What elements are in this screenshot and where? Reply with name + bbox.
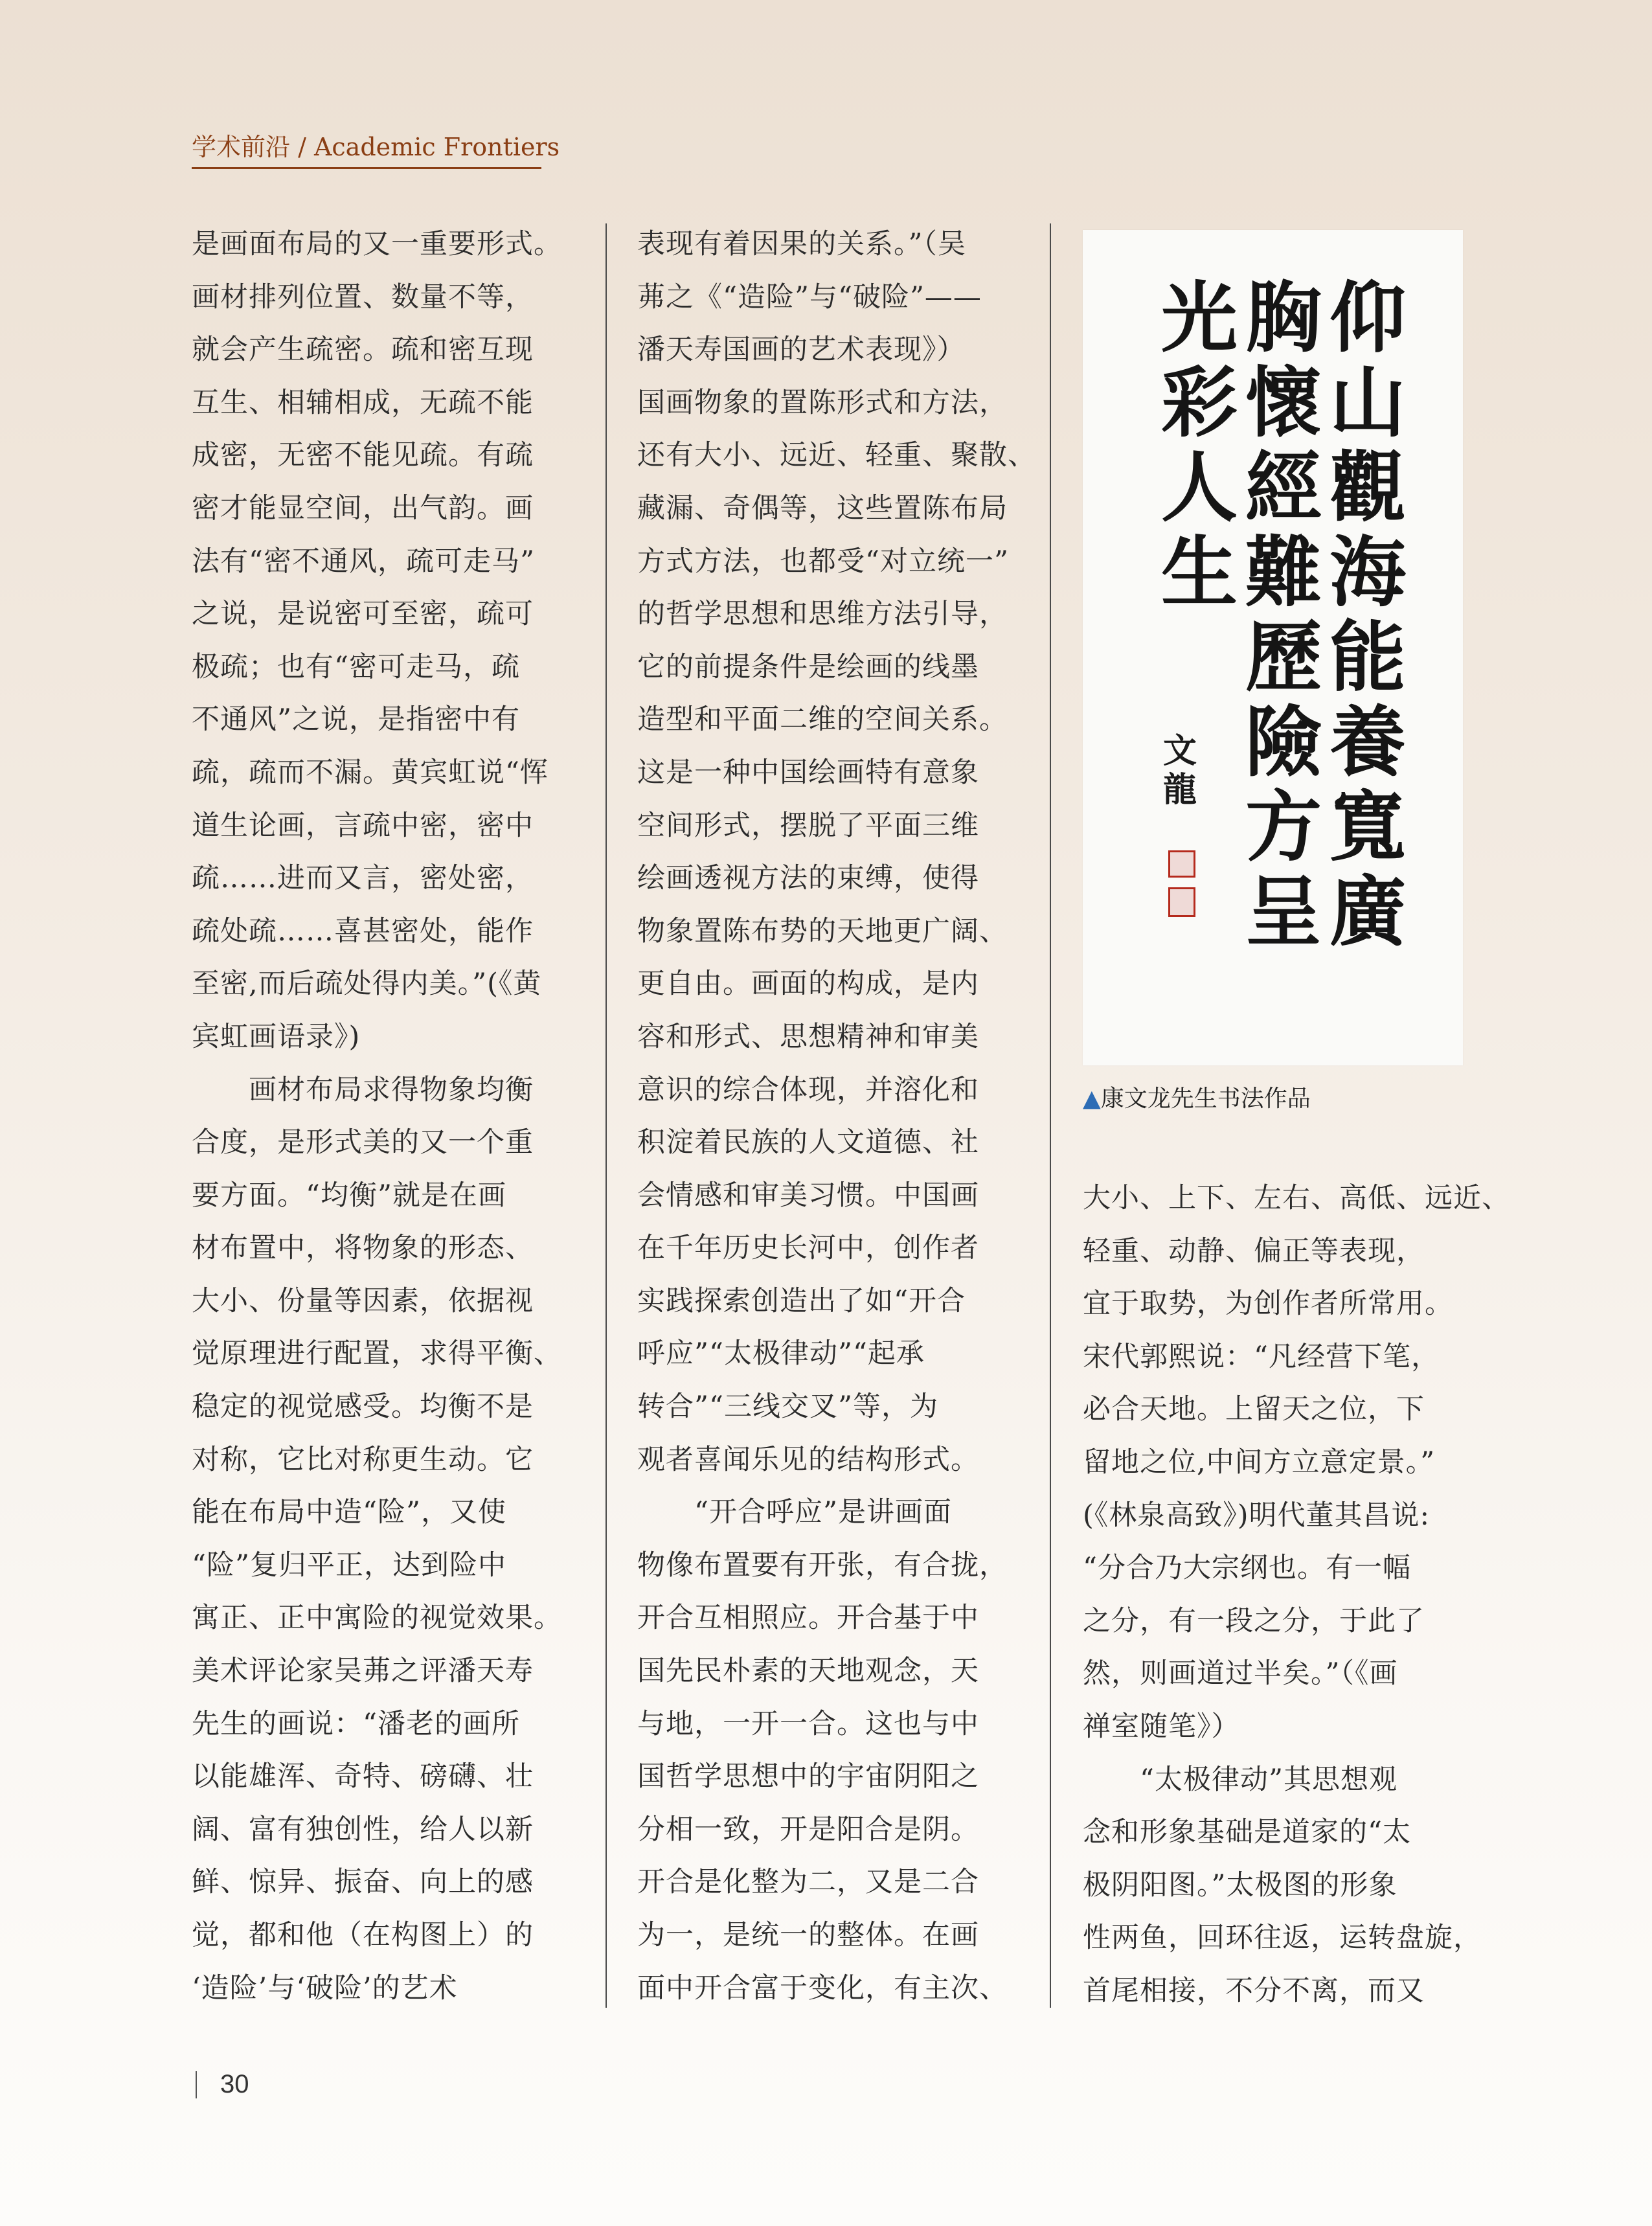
text-line: 密才能显空间，出气韵。画 <box>192 492 534 525</box>
footer-rule <box>196 2071 197 2098</box>
calligraphy-glyph: 難 <box>1245 527 1322 617</box>
calligraphy-glyph: 彩 <box>1160 358 1238 448</box>
text-line: “险”复归平正，达到险中 <box>192 1549 506 1582</box>
text-line: 阔、富有独创性，给人以新 <box>192 1813 534 1846</box>
text-line: 法有“密不通风，疏可走马” <box>192 545 535 578</box>
text-line: 留地之位,中间方立意定景。” <box>1083 1446 1436 1479</box>
calligraphy-glyph: 海 <box>1329 527 1406 617</box>
calligraphy-glyph: 方 <box>1245 782 1322 872</box>
triangle-marker-icon: ▲ <box>1083 1085 1101 1112</box>
calligraphy-glyph: 呈 <box>1245 867 1322 957</box>
calligraphy-glyph: 廣 <box>1329 867 1406 957</box>
text-line: 就会产生疏密。疏和密互现 <box>192 334 534 367</box>
text-line: 互生、相辅相成，无疏不能 <box>192 386 534 419</box>
text-line: 这是一种中国绘画特有意象 <box>637 756 979 789</box>
text-line: (《林泉高致》)明代董其昌说: <box>1083 1499 1431 1532</box>
calligraphy-glyph: 觀 <box>1329 442 1406 532</box>
text-line: “太极律动”其思想观 <box>1083 1763 1397 1796</box>
text-line: 还有大小、远近、轻重、聚散、 <box>637 439 1036 472</box>
text-line: 的哲学思想和思维方法引导， <box>637 598 1008 631</box>
text-line: 美术评论家吴茀之评潘天寿 <box>192 1655 534 1688</box>
text-line: 极阴阳图。”太极图的形象 <box>1083 1868 1397 1902</box>
text-line: 会情感和审美习惯。中国画 <box>637 1179 979 1212</box>
text-line: 禅室随笔》） <box>1083 1710 1240 1743</box>
column-divider-1 <box>605 223 607 2008</box>
text-line: 必合天地。上留天之位，下 <box>1083 1393 1425 1426</box>
text-line: 国画物象的置陈形式和方法， <box>637 386 1008 419</box>
text-line: 表现有着因果的关系。”（吴 <box>637 228 966 260</box>
text-line: 成密，无密不能见疏。有疏 <box>192 439 534 472</box>
text-line: 造型和平面二维的空间关系。 <box>637 703 1008 736</box>
calligraphy-glyph: 胸 <box>1245 273 1322 363</box>
page-number: 30 <box>220 2070 249 2098</box>
text-line: 之分，有一段之分，于此了 <box>1083 1604 1425 1637</box>
text-line: 方式方法，也都受“对立统一” <box>637 545 1009 578</box>
text-line: 分相一致，开是阳合是阴。 <box>637 1813 979 1846</box>
text-line: 觉，都和他（在构图上）的 <box>192 1919 534 1951</box>
calligraphy-glyph: 寬 <box>1329 782 1406 872</box>
text-line: 不通风”之说，是指密中有 <box>192 703 520 736</box>
text-line: “分合乃大宗纲也。有一幅 <box>1083 1552 1411 1585</box>
calligraphy-glyph: 險 <box>1245 697 1322 787</box>
artist-signature <box>1160 732 1199 810</box>
text-line: 寓正、正中寓险的视觉效果。 <box>192 1602 562 1635</box>
text-line: 道生论画，言疏中密，密中 <box>192 809 534 842</box>
calligraphy-glyph: 龍 <box>1162 770 1197 810</box>
text-line: 与地，一开一合。这也与中 <box>637 1707 979 1740</box>
text-line: 意识的综合体现，并溶化和 <box>637 1073 979 1106</box>
text-line: 轻重、动静、偏正等表现， <box>1083 1234 1425 1267</box>
text-line: 画材排列位置、数量不等， <box>192 280 534 313</box>
calligraphy-glyph: 經 <box>1245 442 1322 532</box>
calligraphy-glyph: 光 <box>1160 273 1238 363</box>
text-line: 之说，是说密可至密，疏可 <box>192 598 534 631</box>
text-line: 大小、份量等因素，依据视 <box>192 1284 534 1317</box>
text-line: 画材布局求得物象均衡 <box>192 1073 534 1106</box>
calligraphy-column-3 <box>1157 275 1241 615</box>
figure-caption <box>1083 1080 1311 1113</box>
text-line: 觉原理进行配置，求得平衡、 <box>192 1337 562 1370</box>
seal-stamp <box>1168 887 1195 917</box>
text-line: 潘天寿国画的艺术表现》） <box>637 334 966 367</box>
calligraphy-glyph: 能 <box>1329 612 1406 702</box>
text-line: 它的前提条件是绘画的线墨 <box>637 650 979 683</box>
text-line: 材布置中，将物象的形态、 <box>192 1232 534 1265</box>
seal-stamp <box>1168 850 1195 878</box>
text-line: 物象置陈布势的天地更广阔、 <box>637 914 1008 948</box>
text-line: 国先民朴素的天地观念，天 <box>637 1655 979 1688</box>
calligraphy-glyph: 懷 <box>1245 358 1322 448</box>
calligraphy-column-2 <box>1241 273 1326 957</box>
text-line: 至密,而后疏处得内美。”(《黄 <box>192 968 542 1001</box>
text-line: 合度，是形式美的又一个重 <box>192 1126 534 1159</box>
text-line: 然，则画道过半矣。”（《画 <box>1083 1657 1398 1690</box>
text-column-3 <box>1083 1172 1510 2018</box>
text-line: 要方面。“均衡”就是在画 <box>192 1179 506 1212</box>
calligraphy-glyph: 養 <box>1329 697 1406 787</box>
text-line: “开合呼应”是讲画面 <box>637 1496 952 1529</box>
text-line: 为一，是统一的整体。在画 <box>637 1919 979 1951</box>
calligraphy-column-1 <box>1326 273 1410 957</box>
text-column-2 <box>637 218 1036 2015</box>
text-line: 宾虹画语录》) <box>192 1020 361 1053</box>
text-line: 宋代郭熙说：“凡经营下笔， <box>1083 1340 1440 1373</box>
calligraphy-glyph: 仰 <box>1329 273 1406 363</box>
text-line: 先生的画说：“潘老的画所 <box>192 1707 520 1740</box>
text-line: 实践探索创造出了如“开合 <box>637 1284 966 1317</box>
text-line: 稳定的视觉感受。均衡不是 <box>192 1391 534 1424</box>
text-line: 念和形象基础是道家的“太 <box>1083 1816 1411 1849</box>
text-line: 能在布局中造“险”，又使 <box>192 1496 506 1529</box>
text-line: 观者喜闻乐见的结构形式。 <box>637 1443 979 1476</box>
caption-text: 康文龙先生书法作品 <box>1100 1085 1311 1112</box>
text-line: 国哲学思想中的宇宙阴阳之 <box>637 1760 979 1793</box>
text-line: 更自由。画面的构成，是内 <box>637 968 979 1001</box>
text-line: 茀之《“造险”与“破险”—— <box>637 280 982 313</box>
text-line: 首尾相接，不分不离，而又 <box>1083 1974 1425 2007</box>
calligraphy-glyph: 生 <box>1160 527 1238 617</box>
text-line: 绘画透视方法的束缚，使得 <box>637 862 979 895</box>
text-line: 在千年历史长河中，创作者 <box>637 1232 979 1265</box>
column-divider-2 <box>1050 223 1051 2008</box>
text-line: 积淀着民族的人文道德、社 <box>637 1126 979 1159</box>
text-line: 转合”“三线交叉”等，为 <box>637 1391 938 1424</box>
text-line: 是画面布局的又一重要形式。 <box>192 228 562 260</box>
text-line: 性两鱼，回环往返，运转盘旋， <box>1083 1922 1482 1955</box>
calligraphy-artwork <box>1083 230 1463 1065</box>
text-line: 空间形式，摆脱了平面三维 <box>637 809 979 842</box>
text-line: 对称，它比对称更生动。它 <box>192 1443 534 1476</box>
text-line: 开合互相照应。开合基于中 <box>637 1602 979 1635</box>
calligraphy-glyph: 歷 <box>1245 612 1322 702</box>
header-underline <box>192 167 541 169</box>
text-line: 大小、上下、左右、高低、远近、 <box>1083 1182 1510 1214</box>
text-column-1 <box>192 218 571 2015</box>
text-line: 疏……进而又言，密处密， <box>192 862 534 895</box>
text-line: 疏，疏而不漏。黄宾虹说“恽 <box>192 756 549 789</box>
calligraphy-glyph: 文 <box>1162 731 1197 771</box>
text-line: 开合是化整为二，又是二合 <box>637 1866 979 1899</box>
text-line: 鲜、惊异、振奋、向上的感 <box>192 1866 534 1899</box>
text-line: 藏漏、奇偶等，这些置陈布局 <box>637 492 1008 525</box>
text-line: 呼应”“太极律动”“起承 <box>637 1337 925 1370</box>
text-line: 极疏；也有“密可走马，疏 <box>192 650 520 683</box>
text-line: ‘造险’与‘破险’的艺术 <box>192 1971 458 2005</box>
calligraphy-glyph: 山 <box>1329 358 1406 448</box>
text-line: 宜于取势，为创作者所常用。 <box>1083 1288 1453 1321</box>
text-line: 以能雄浑、奇特、磅礴、壮 <box>192 1760 534 1793</box>
text-line: 疏处疏……喜甚密处，能作 <box>192 914 534 948</box>
text-line: 物像布置要有开张，有合拢， <box>637 1549 1008 1582</box>
text-line: 面中开合富于变化，有主次、 <box>637 1971 1008 2005</box>
section-header: 学术前沿 / Academic Frontiers <box>192 133 560 161</box>
text-line: 容和形式、思想精神和审美 <box>637 1020 979 1053</box>
calligraphy-glyph: 人 <box>1160 442 1238 532</box>
